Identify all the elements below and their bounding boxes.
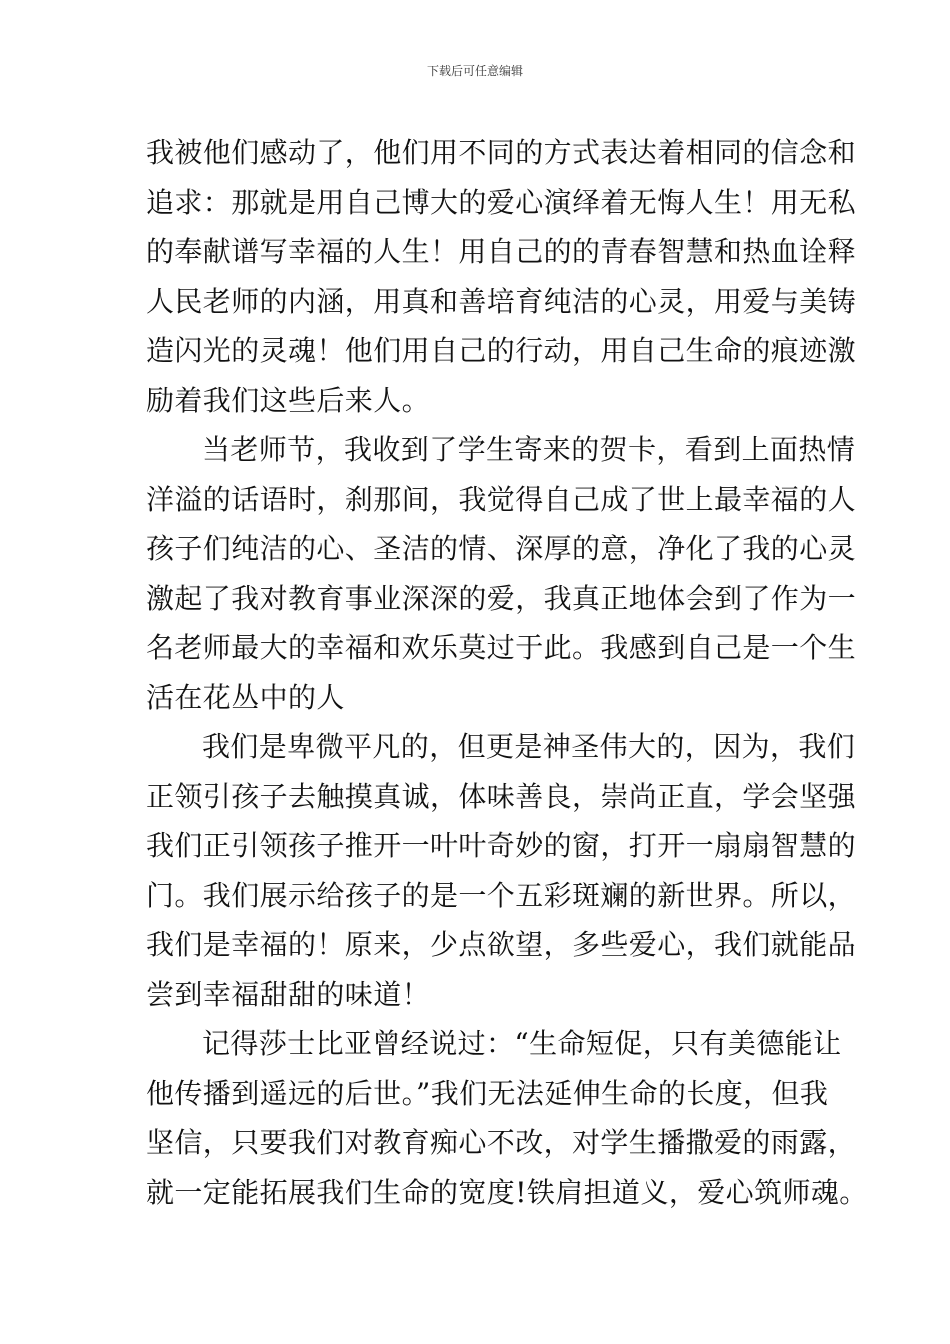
text-line: 记得莎士比亚曾经说过：“生命短促，只有美德能让 (202, 1027, 842, 1060)
text-line: 造闪光的灵魂！他们用自己的行动，用自己生命的痕迹激 (146, 334, 857, 367)
text-line: 我们是幸福的！原来，少点欲望，多些爱心，我们就能品 (146, 928, 857, 961)
document-body (146, 128, 868, 1217)
text-line: 激起了我对教育事业深深的爱，我真正地体会到了作为一 (146, 581, 857, 615)
text-line: 当老师节，我收到了学生寄来的贺卡，看到上面热情 (202, 433, 856, 466)
text-line: 我被他们感动了，他们用不同的方式表达着相同的信念和 (146, 136, 857, 169)
text-line: 尝到幸福甜甜的味道！ (146, 977, 431, 1011)
text-line: 活在花丛中的人 (146, 680, 345, 714)
text-line: 我们正引领孩子推开一叶叶奇妙的窗，打开一扇扇智慧的 (146, 829, 857, 862)
text-line: 励着我们这些后来人。 (146, 383, 431, 417)
paragraph-4 (146, 1019, 868, 1217)
text-line: 正领引孩子去触摸真诚，体味善良，崇尚正直，学会坚强 (146, 779, 857, 813)
paragraph-3 (146, 722, 857, 1019)
text-line: 追求：那就是用自己博大的爱心演绎着无悔人生！用无私 (146, 185, 857, 219)
paragraph-2 (146, 425, 857, 722)
text-line: 我们是卑微平凡的，但更是神圣伟大的，因为，我们 (202, 730, 856, 763)
text-line: 人民老师的内涵，用真和善培育纯洁的心灵，用爱与美铸 (146, 284, 857, 318)
text-line: 就一定能拓展我们生命的宽度!铁肩担道义，爱心筑师魂。 (146, 1175, 868, 1209)
text-line: 他传播到遥远的后世。”我们无法延伸生命的长度，但我 (146, 1076, 829, 1110)
paragraph-1 (146, 128, 857, 425)
page-header: 下载后可任意编辑 (426, 64, 523, 78)
text-line: 的奉献谱写幸福的人生！用自己的的青春智慧和热血诠释 (146, 235, 857, 268)
text-line: 洋溢的话语时，刹那间，我觉得自己成了世上最幸福的人 (146, 482, 857, 516)
text-line: 坚信，只要我们对教育痴心不改，对学生播撒爱的雨露， (146, 1126, 857, 1159)
text-line: 名老师最大的幸福和欢乐莫过于此。我感到自己是一个生 (146, 631, 857, 664)
text-line: 孩子们纯洁的心、圣洁的情、深厚的意，净化了我的心灵 (146, 532, 857, 565)
text-line: 门。我们展示给孩子的是一个五彩斑斓的新世界。所以， (146, 878, 857, 912)
